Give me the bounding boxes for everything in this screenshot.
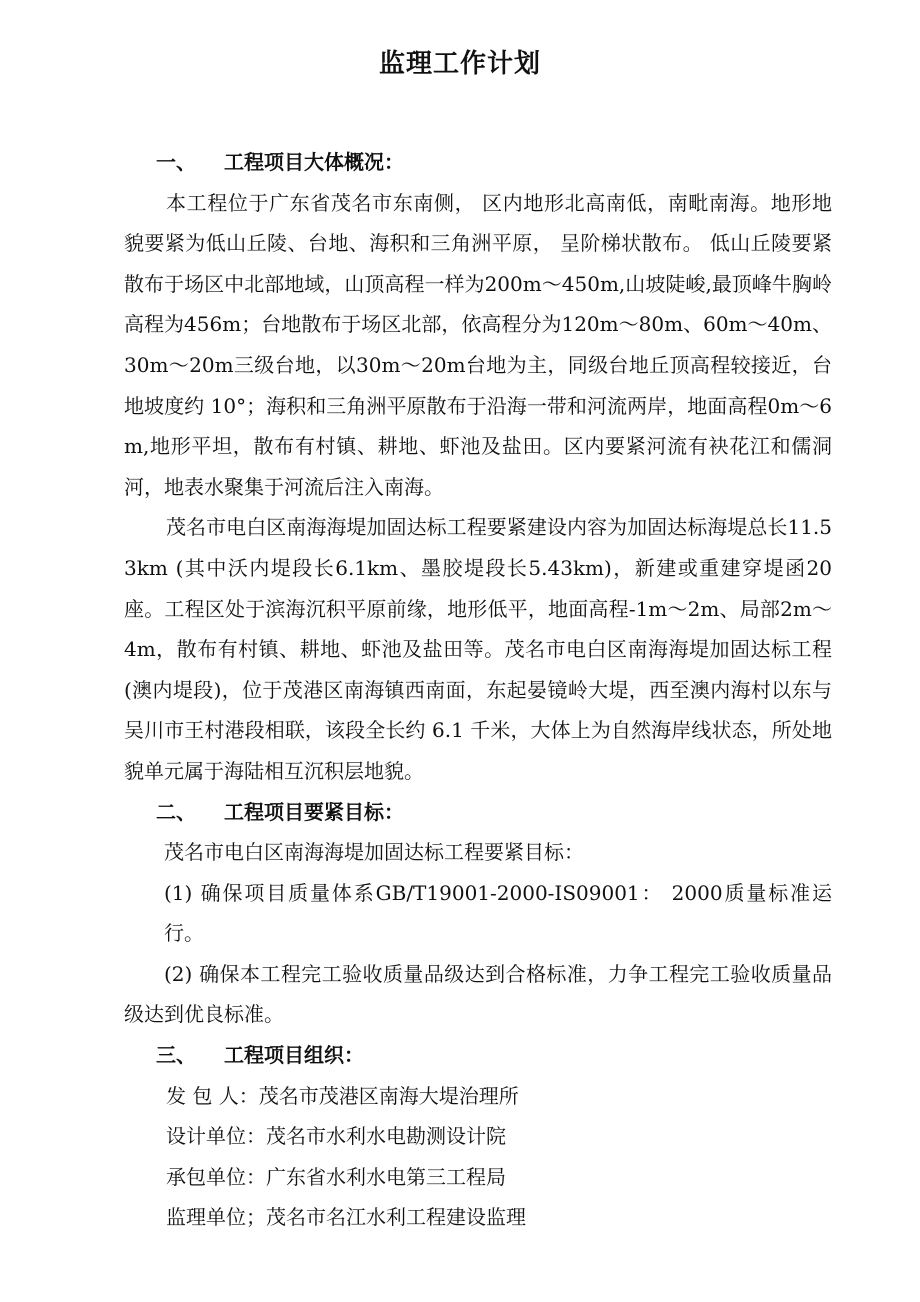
section-number: 二、 bbox=[156, 799, 196, 824]
section-heading-text: 工程项目大体概况： bbox=[224, 150, 404, 174]
org-designer: 设计单位：茂名市水利水电勘测设计院 bbox=[166, 1124, 506, 1149]
document-body bbox=[124, 142, 832, 1238]
section-number: 一、 bbox=[156, 150, 196, 174]
goals-intro: 茂名市电白区南海海堤加固达标工程要紧目标： bbox=[164, 840, 584, 865]
document-title: 监理工作计划 bbox=[378, 49, 541, 79]
section-heading-text: 工程项目要紧目标： bbox=[224, 799, 404, 824]
org-supervisor: 监理单位；茂名市名江水利工程建设监理 bbox=[166, 1205, 526, 1230]
section-heading-text: 工程项目组织： bbox=[224, 1043, 364, 1068]
goal-item-1: (1) 确保项目质量体系GB/T19001-2000-IS09001： 2000质量标准运行。 bbox=[164, 880, 832, 946]
section-number: 三、 bbox=[156, 1043, 196, 1068]
section-heading-organization bbox=[124, 1035, 832, 1076]
overview-paragraph-terrain: 本工程位于广东省茂名市东南侧， 区内地形北高南低，南毗南海。地形地貌要紧为低山丘陵、台地、海积和三角洲平原， 呈阶梯状散布。 低山丘陵要紧散布于场区中北部地域，山顶高程一样为200m～450m,山坡陡峻,最顶峰牛胸岭高程为456m；台地散布于场区北部，依高程分为120m～80m、60m～40m、30m～20m三级台地，以30m～20m台地为主，同级台地丘顶高程较接近，台地坡度约 10°；海积和三角洲平原散布于沿海一带和河流两岸，地面高程0m～6m,地形平坦，散布有村镇、耕地、虾池及盐田。区内要紧河流有袂花江和儒洞河，地表水聚集于河流后注入南海。 bbox=[124, 190, 832, 499]
section-heading-goals bbox=[124, 792, 832, 833]
goal-item-2: (2) 确保本工程完工验收质量品级达到合格标准，力争工程完工验收质量品级达到优良标准。 bbox=[124, 961, 832, 1027]
overview-paragraph-project: 茂名市电白区南海海堤加固达标工程要紧建设内容为加固达标海堤总长11.53km (其中沃内堤段长6.1km、墨胶堤段长5.43km)，新建或重建穿堤函20座。工程区处于滨海沉积平原前缘，地形低平，地面高程-1m～2m、局部2m～4m，散布有村镇、耕地、虾池及盐田等。茂名市电白区南海海堤加固达标工程(澳内堤段)，位于茂港区南海镇西南面，东起晏镜岭大堤，西至澳内海村以东与吴川市王村港段相联，该段全长约 6.1 千米，大体上为自然海岸线状态，所处地貌单元属于海陆相互沉积层地貌。 bbox=[124, 515, 832, 783]
org-employer: 发 包 人：茂名市茂港区南海大堤治理所 bbox=[166, 1083, 519, 1108]
org-contractor: 承包单位：广东省水利水电第三工程局 bbox=[166, 1164, 506, 1189]
section-heading-overview bbox=[124, 142, 832, 183]
